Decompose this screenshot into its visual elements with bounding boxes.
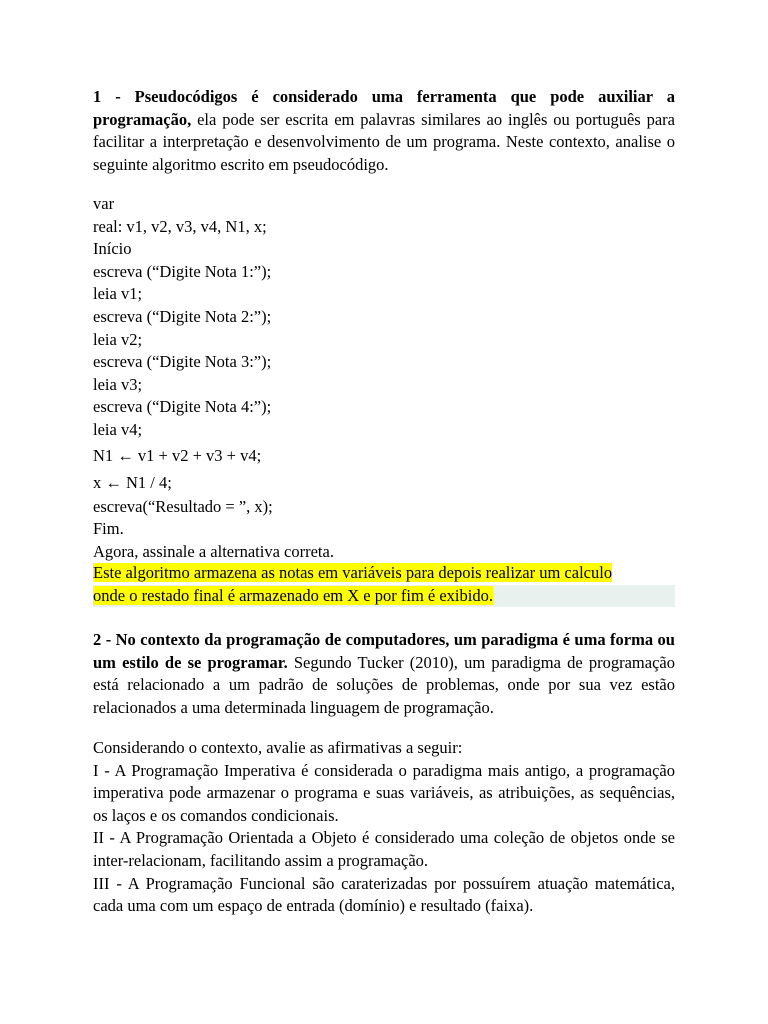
question-2-statements xyxy=(93,737,675,918)
code-line: leia v3; xyxy=(93,374,143,394)
code-line: real: v1, v2, v3, v4, N1, x; xyxy=(93,216,267,236)
question-2-text: Segundo Tucker (2010), um paradigma de programação está relacionado a um padrão de soluções de problemas, onde por sua vez estão relacionados a uma determinada linguagem de programação. xyxy=(93,652,675,717)
pseudocode-block xyxy=(93,193,675,563)
code-line: escreva (“Digite Nota 3:”); xyxy=(93,352,272,372)
highlight-line: onde o restado final é armazenado em X e por fim é exibido. xyxy=(93,585,675,608)
code-line: escreva (“Digite Nota 1:”); xyxy=(93,261,272,281)
code-line: leia v2; xyxy=(93,329,143,349)
code-line: escreva(“Resultado = ”, x); xyxy=(93,496,273,516)
highlight-line: Este algoritmo armazena as notas em variáveis para depois realizar um calculo xyxy=(93,563,613,582)
statement-2: II - A Programação Orientada a Objeto é considerado uma coleção de objetos onde se inter-relacionam, facilitando assim a programação. xyxy=(93,828,675,870)
code-line: Início xyxy=(93,239,132,259)
code-line: escreva (“Digite Nota 4:”); xyxy=(93,397,272,417)
code-line: leia v1; xyxy=(93,284,143,304)
question-2-intro xyxy=(93,629,675,719)
statement-1: I - A Programação Imperativa é considerada o paradigma mais antigo, a programação imperativa pode armazenar o programa e suas variáveis, as atribuições, as sequências, os laços e os comandos condicionais. xyxy=(93,760,675,825)
instruction-line: Agora, assinale a alternativa correta. xyxy=(93,541,334,561)
highlighted-answer xyxy=(93,562,675,607)
question-1-intro xyxy=(93,86,675,176)
code-line: x ← N1 / 4; xyxy=(93,472,172,492)
question-1-title: 1 - Pseudocódigos é considerado uma ferramenta que pode auxiliar a programação, xyxy=(93,87,675,129)
question-2-title: 2 - No contexto da programação de computadores, um paradigma é uma forma ou um estilo de se programar. xyxy=(93,630,675,672)
question-1-text: ela pode ser escrita em palavras similares ao inglês ou português para facilitar a interpretação e desenvolvimento de um programa. Neste contexto, analise o seguinte algoritmo escrito em pseudocódigo. xyxy=(93,109,675,174)
code-line: var xyxy=(93,194,115,213)
code-line: escreva (“Digite Nota 2:”); xyxy=(93,306,272,326)
code-line: Fim. xyxy=(93,519,124,539)
code-line: N1 ← v1 + v2 + v3 + v4; xyxy=(93,445,262,465)
statement-3: III - A Programação Funcional são caraterizadas por possuírem atuação matemática, cada uma com um espaço de entrada (domínio) e resultado (faixa). xyxy=(93,873,675,916)
code-line: leia v4; xyxy=(93,419,143,439)
statements-lead: Considerando o contexto, avalie as afirmativas a seguir: xyxy=(93,738,463,757)
